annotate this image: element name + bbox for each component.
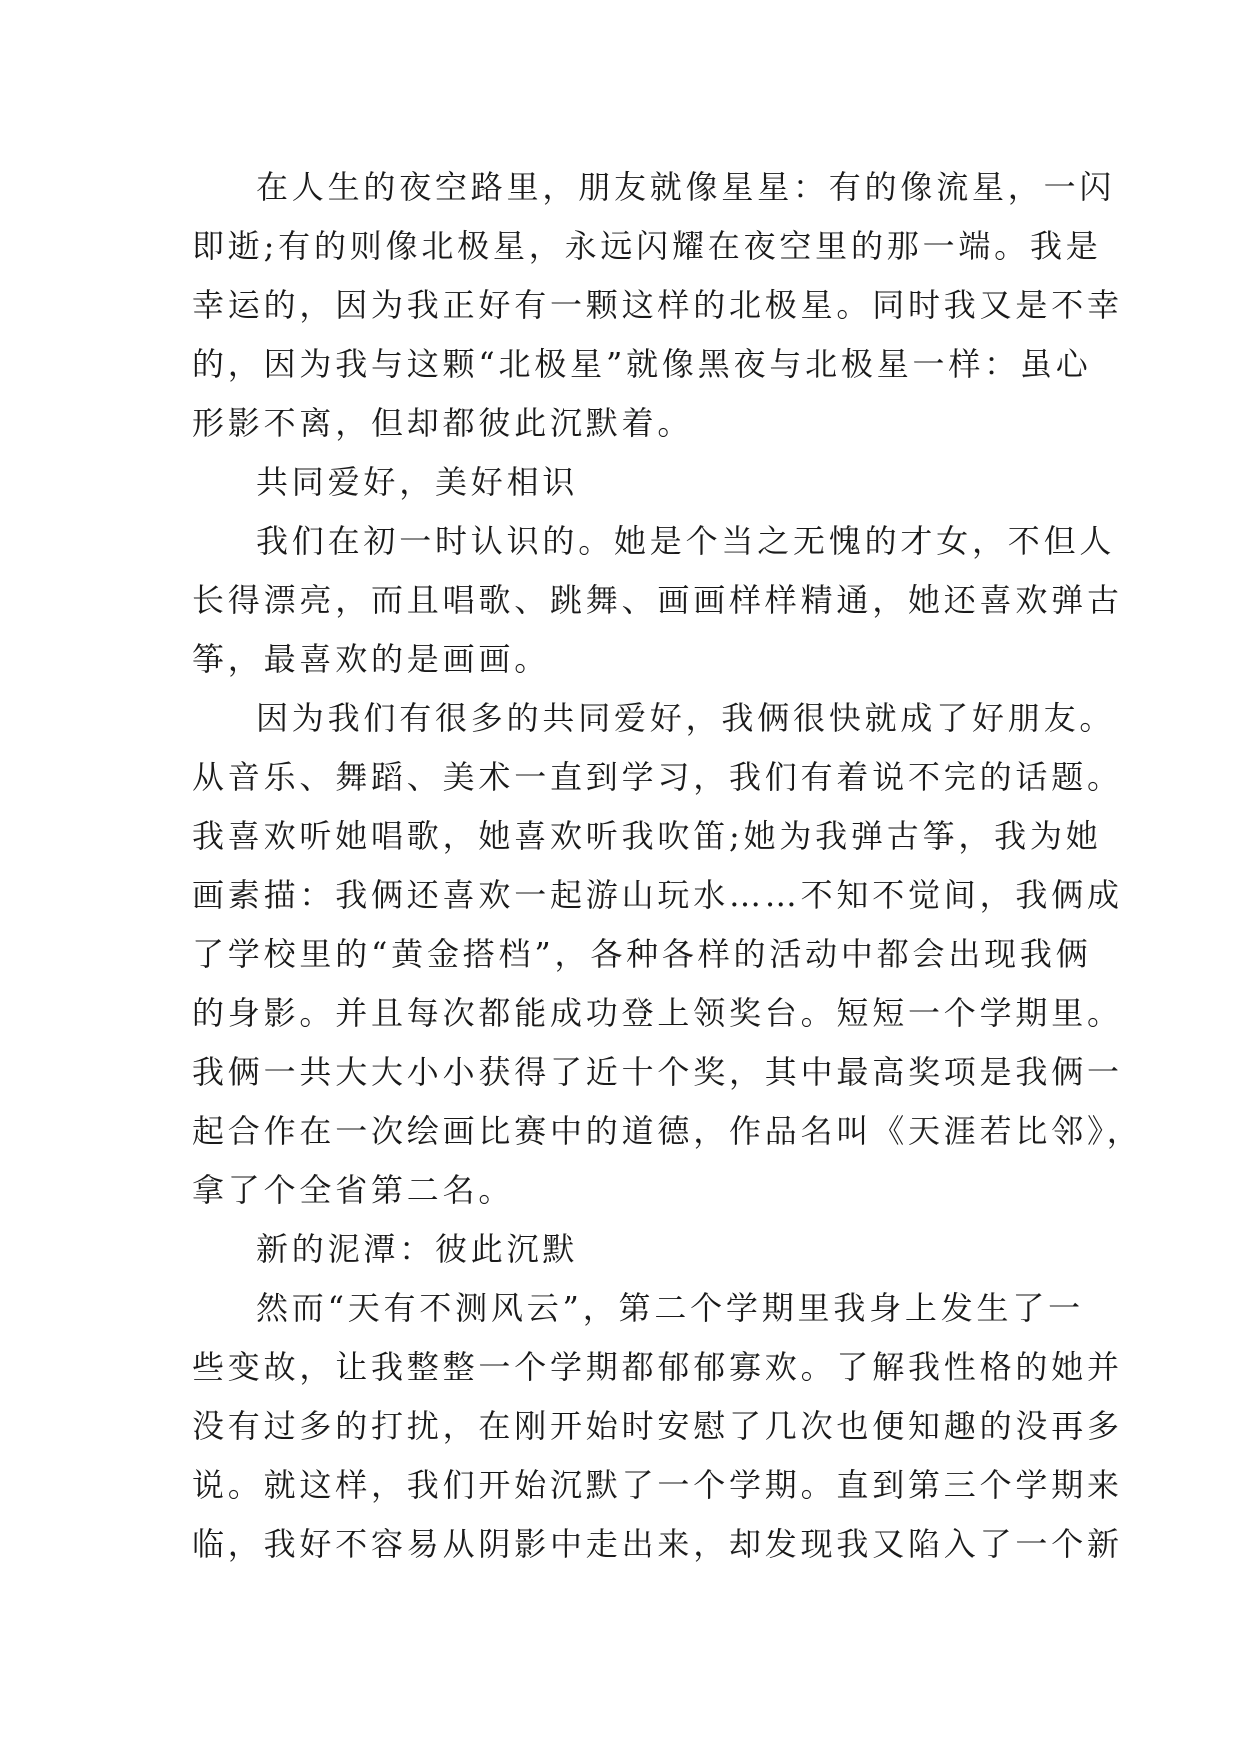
text-line: 因为我们有很多的共同爱好，我俩很快就成了好朋友。: [256, 699, 1116, 737]
text-line: 临，我好不容易从阴影中走出来，却发现我又陷入了一个新: [192, 1525, 1123, 1563]
section-heading: 新的泥潭：彼此沉默: [256, 1230, 579, 1268]
text-line: 长得漂亮，而且唱歌、跳舞、画画样样精通，她还喜欢弹古: [192, 581, 1123, 619]
text-line: 从音乐、舞蹈、美术一直到学习，我们有着说不完的话题。: [192, 758, 1123, 796]
text-line: 我俩一共大大小小获得了近十个奖，其中最高奖项是我俩一: [192, 1053, 1123, 1091]
text-line: 说。就这样，我们开始沉默了一个学期。直到第三个学期来: [192, 1466, 1123, 1504]
text-line: 的，因为我与这颗“北极星”就像黑夜与北极星一样：虽心: [192, 345, 1092, 383]
text-line: 形影不离，但却都彼此沉默着。: [192, 404, 694, 442]
text-line: 即逝;有的则像北极星，永远闪耀在夜空里的那一端。我是: [192, 227, 1102, 265]
text-line: 了学校里的“黄金搭档”，各种各样的活动中都会出现我俩: [192, 935, 1092, 973]
text-line: 画素描：我俩还喜欢一起游山玩水……不知不觉间，我俩成: [192, 876, 1123, 914]
text-line: 然而“天有不测风云”，第二个学期里我身上发生了一: [256, 1289, 1084, 1327]
text-line: 筝，最喜欢的是画画。: [192, 640, 551, 678]
text-line: 我喜欢听她唱歌，她喜欢听我吹笛;她为我弹古筝，我为她: [192, 817, 1102, 855]
text-line: 拿了个全省第二名。: [192, 1171, 515, 1209]
text-line: 没有过多的打扰，在刚开始时安慰了几次也便知趣的没再多: [192, 1407, 1123, 1445]
text-line: 起合作在一次绘画比赛中的道德，作品名叫《天涯若比邻》，: [192, 1112, 1143, 1150]
text-line: 的身影。并且每次都能成功登上领奖台。短短一个学期里。: [192, 994, 1123, 1032]
text-line: 幸运的，因为我正好有一颗这样的北极星。同时我又是不幸: [192, 286, 1123, 324]
text-line: 在人生的夜空路里，朋友就像星星：有的像流星，一闪: [256, 168, 1116, 206]
document-body: [192, 158, 1143, 1574]
section-heading: 共同爱好，美好相识: [256, 463, 579, 501]
text-line: 我们在初一时认识的。她是个当之无愧的才女，不但人: [256, 522, 1116, 560]
text-line: 些变故，让我整整一个学期都郁郁寡欢。了解我性格的她并: [192, 1348, 1123, 1386]
